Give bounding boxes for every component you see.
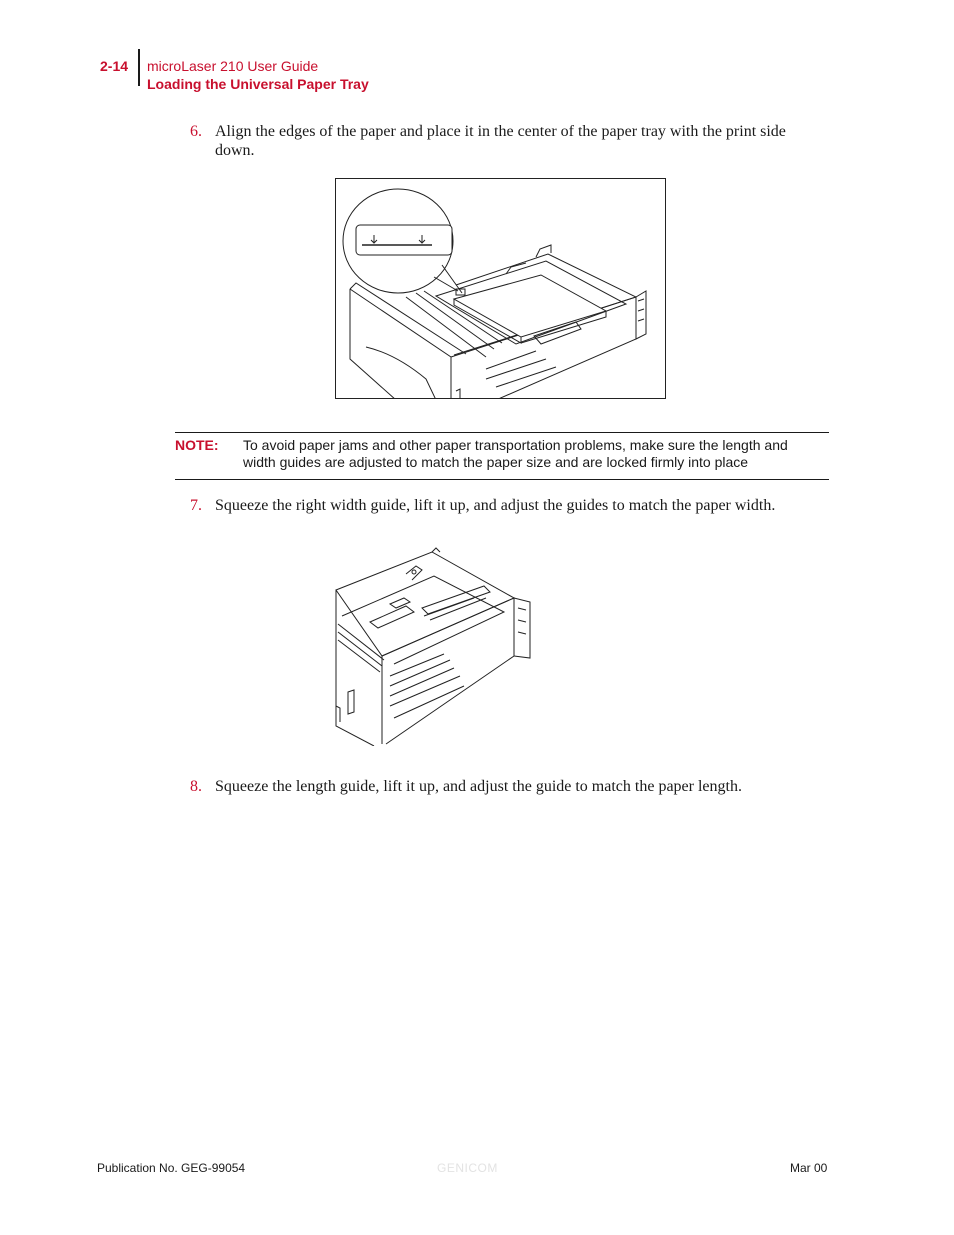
note-bottom-rule <box>175 479 829 480</box>
step-number: 8. <box>190 778 202 795</box>
step-text: Squeeze the right width guide, lift it up, and adjust the guides to match the paper width. <box>215 497 776 514</box>
note-label: NOTE: <box>175 437 219 453</box>
page-number: 2-14 <box>100 58 129 74</box>
note-top-rule <box>175 432 829 433</box>
guide-title: microLaser 210 User Guide <box>147 58 319 74</box>
width-guide-figure <box>334 546 546 746</box>
step-number: 7. <box>190 497 202 514</box>
paper-tray-figure <box>335 178 666 399</box>
publication-number: Publication No. GEG-99054 <box>97 1161 246 1175</box>
section-title: Loading the Universal Paper Tray <box>147 76 369 92</box>
note-text: To avoid paper jams and other paper transportation problems, make sure the length and width guides are adjusted to match the paper size and are locked firmly into place <box>243 437 788 470</box>
brand-watermark: GENICOM <box>437 1161 498 1175</box>
step-text: Align the edges of the paper and place it in the center of the paper tray with the print side down. <box>215 123 786 159</box>
header-divider <box>138 49 140 86</box>
step-text: Squeeze the length guide, lift it up, and adjust the guide to match the paper length. <box>215 778 742 795</box>
publication-date: Mar 00 <box>790 1161 828 1175</box>
step-number: 6. <box>190 123 202 140</box>
